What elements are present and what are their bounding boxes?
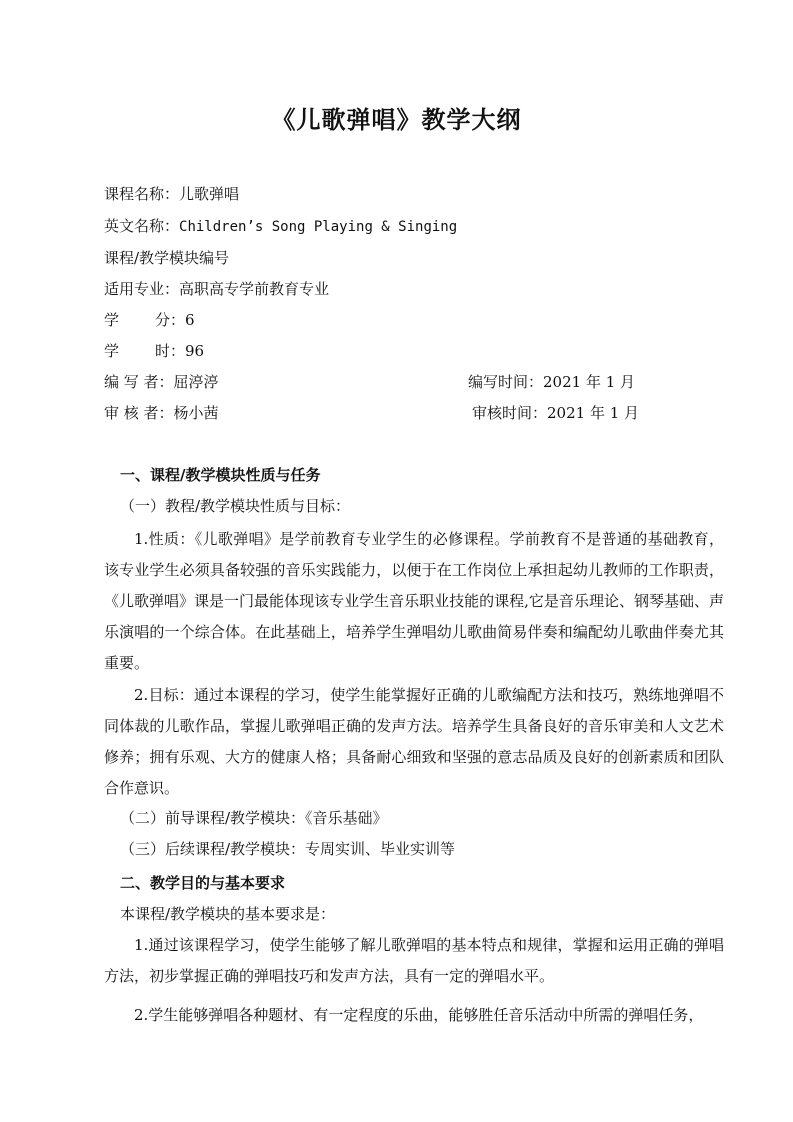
english-name-value: Children’s Song Playing & Singing — [179, 219, 458, 235]
section1-sub1: （一）教程/教学模块性质与目标： — [120, 497, 351, 515]
hours-label-a: 学 — [104, 342, 120, 360]
hours — [104, 341, 204, 361]
section1-heading: 一、课程/教学模块性质与任务 — [120, 466, 321, 484]
section1-paragraph-2 — [104, 680, 724, 804]
credits-label-b: 分：6 — [155, 311, 195, 329]
section2-paragraph-1 — [104, 930, 724, 992]
section2-paragraph-2-text: 2.学生能够弹唱各种题材、有一定程度的乐曲，能够胜任音乐活动中所需的弹唱任务， — [134, 1006, 704, 1024]
section1-paragraph-1 — [104, 524, 724, 679]
review-date: 审核时间：2021 年 1 月 — [472, 404, 640, 422]
section2-paragraph-1-text: 1.通过该课程学习，使学生能够了解儿歌弹唱的基本特点和规律，掌握和运用正确的弹唱方法，初步掌握正确的弹唱技巧和发声方法，具有一定的弹唱水平。 — [104, 936, 724, 985]
english-name — [104, 216, 457, 237]
section2-intro: 本课程/教学模块的基本要求是： — [120, 905, 336, 923]
reviewer: 审 核 者：杨小茜 — [104, 404, 219, 422]
english-name-label: 英文名称： — [104, 217, 180, 235]
section1-paragraph-2-text: 2.目标：通过本课程的学习，使学生能掌握好正确的儿歌编配方法和技巧，熟练地弹唱不同体裁的儿歌作品，掌握儿歌弹唱正确的发声方法。培养学生具备良好的音乐审美和人文艺术修养；拥有乐观、大方的健康人格；具备耐心细致和坚强的意志品质及良好的创新素质和团队合作意识。 — [104, 686, 724, 797]
applicable-major: 适用专业：高职高专学前教育专业 — [104, 280, 330, 298]
author-date: 编写时间：2021 年 1 月 — [468, 373, 636, 391]
course-name: 课程名称：儿歌弹唱 — [104, 185, 240, 203]
section1-paragraph-1-text: 1.性质：《儿歌弹唱》是学前教育专业学生的必修课程。学前教育不是普通的基础教育，该专业学生必须具备较强的音乐实践能力，以便于在工作岗位上承担起幼儿教师的工作职责，《儿歌弹唱》课是一门最能体现该专业学生音乐职业技能的课程,它是音乐理论、钢琴基础、声乐演唱的一个综合体。在此基础上，培养学生弹唱幼儿歌曲简易伴奏和编配幼儿歌曲伴奏尤其重要。 — [104, 530, 724, 672]
hours-label-b: 时：96 — [155, 342, 205, 360]
author: 编 写 者：屈渟渟 — [104, 373, 219, 391]
section1-sub2: （二）前导课程/教学模块：《音乐基础》 — [120, 809, 388, 827]
section2-paragraph-2 — [104, 1000, 724, 1031]
credits-label-a: 学 — [104, 311, 120, 329]
document-title: 《儿歌弹唱》教学大纲 — [271, 105, 522, 134]
credits — [104, 310, 195, 330]
section1-sub3: （三）后续课程/教学模块：专周实训、毕业实训等 — [120, 840, 456, 858]
course-code: 课程/教学模块编号 — [104, 249, 230, 267]
section2-heading: 二、教学目的与基本要求 — [120, 874, 286, 892]
